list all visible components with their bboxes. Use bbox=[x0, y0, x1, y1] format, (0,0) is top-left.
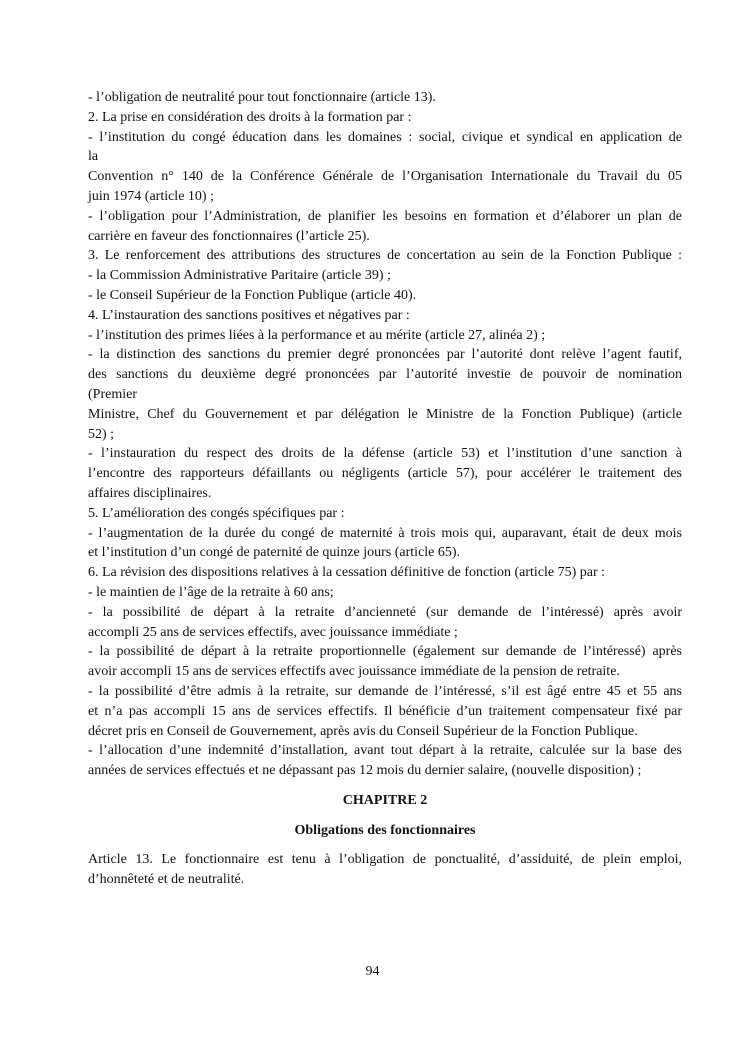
text-line: 3. Le renforcement des attributions des structures de concertation au sein de la Fonction Publique : bbox=[88, 248, 682, 264]
text-line: années de services effectués et ne dépassant pas 12 mois du dernier salaire, (nouvelle disposition) ; bbox=[88, 763, 642, 779]
text-line: Convention n° 140 de la Conférence Générale de l’Organisation Internationale du Travail du 05 bbox=[88, 169, 682, 185]
text-line: et n’a pas accompli 15 ans de services effectifs. Il bénéficie d’un traitement compensateur fixé par bbox=[88, 703, 682, 719]
text-line: 4. L’instauration des sanctions positives et négatives par : bbox=[88, 307, 410, 323]
text-line: 5. L’amélioration des congés spécifiques par : bbox=[88, 505, 345, 521]
text-line: Ministre, Chef du Gouvernement et par délégation le Ministre de la Fonction Publique) (article bbox=[88, 406, 682, 422]
text-line: 52) ; bbox=[88, 426, 115, 442]
text-line: - le Conseil Supérieur de la Fonction Publique (article 40). bbox=[88, 287, 417, 303]
text-line: - l’institution des primes liées à la performance et au mérite (article 27, alinéa 2) ; bbox=[88, 327, 546, 343]
text-line: des sanctions du deuxième degré prononcées par l’autorité investie de pouvoir de nomination bbox=[88, 367, 682, 383]
text-line: - la Commission Administrative Paritaire (article 39) ; bbox=[88, 268, 391, 284]
text-line: - l’augmentation de la durée du congé de maternité à trois mois qui, auparavant, était de deux mois bbox=[88, 525, 682, 541]
article-13 bbox=[88, 850, 682, 890]
text-line: - l’instauration du respect des droits de la défense (article 53) et l’institution d’une sanction à bbox=[88, 446, 682, 462]
text-line: accompli 25 ans de services effectifs, avec jouissance immédiate ; bbox=[88, 624, 458, 640]
text-line: 6. La révision des dispositions relatives à la cessation définitive de fonction (article 75) par : bbox=[88, 565, 606, 581]
text-line: - le maintien de l’âge de la retraite à 60 ans; bbox=[88, 584, 334, 600]
text-line: - la distinction des sanctions du premier degré prononcées par l’autorité dont relève l’agent fautif, bbox=[88, 347, 682, 363]
article-line: d’honnêteté et de neutralité. bbox=[88, 872, 245, 888]
text-line: carrière en faveur des fonctionnaires (l’article 25). bbox=[88, 228, 370, 244]
text-line: - la possibilité de départ à la retraite d’ancienneté (sur demande de l’intéressé) après avoir bbox=[88, 604, 682, 620]
text-line: - l’obligation de neutralité pour tout fonctionnaire (article 13). bbox=[88, 90, 436, 105]
text-line: - la possibilité de départ à la retraite proportionnelle (également sur demande de l’intéressé) après bbox=[88, 644, 682, 660]
text-line: - l’obligation pour l’Administration, de planifier les besoins en formation et d’élaborer un plan de bbox=[88, 208, 682, 224]
text-line: l’encontre des rapporteurs défaillants ou négligents (article 57), pour accélérer le traitement des bbox=[88, 466, 682, 482]
text-line: 2. La prise en considération des droits à la formation par : bbox=[88, 109, 412, 125]
text-line: décret pris en Conseil de Gouvernement, après avis du Conseil Supérieur de la Fonction Publique. bbox=[88, 723, 638, 739]
text-line: affaires disciplinaires. bbox=[88, 485, 212, 501]
text-line: - la possibilité d’être admis à la retraite, sur demande de l’intéressé, s’il est âgé entre 45 et 55 ans bbox=[88, 683, 682, 699]
page-number: 94 bbox=[365, 964, 380, 979]
text-line: et l’institution d’un congé de paternité de quinze jours (article 65). bbox=[88, 545, 461, 561]
text-line: - l’allocation d’une indemnité d’installation, avant tout départ à la retraite, calculée sur la base des bbox=[88, 743, 682, 759]
chapter-subtitle: Obligations des fonctionnaires bbox=[294, 822, 476, 838]
chapter-title: CHAPITRE 2 bbox=[342, 792, 428, 808]
text-line: avoir accompli 15 ans de services effectifs avec jouissance immédiate de la pension de retraite. bbox=[88, 664, 620, 680]
text-line: - l’institution du congé éducation dans les domaines : social, civique et syndical en application de bbox=[88, 129, 682, 145]
page-body bbox=[88, 88, 682, 890]
text-line: (Premier bbox=[88, 386, 137, 402]
article-line: Article 13. Le fonctionnaire est tenu à l’obligation de ponctualité, d’assiduité, de plein emploi, bbox=[88, 852, 682, 868]
text-line: la bbox=[88, 149, 99, 165]
text-line: juin 1974 (article 10) ; bbox=[88, 188, 214, 204]
